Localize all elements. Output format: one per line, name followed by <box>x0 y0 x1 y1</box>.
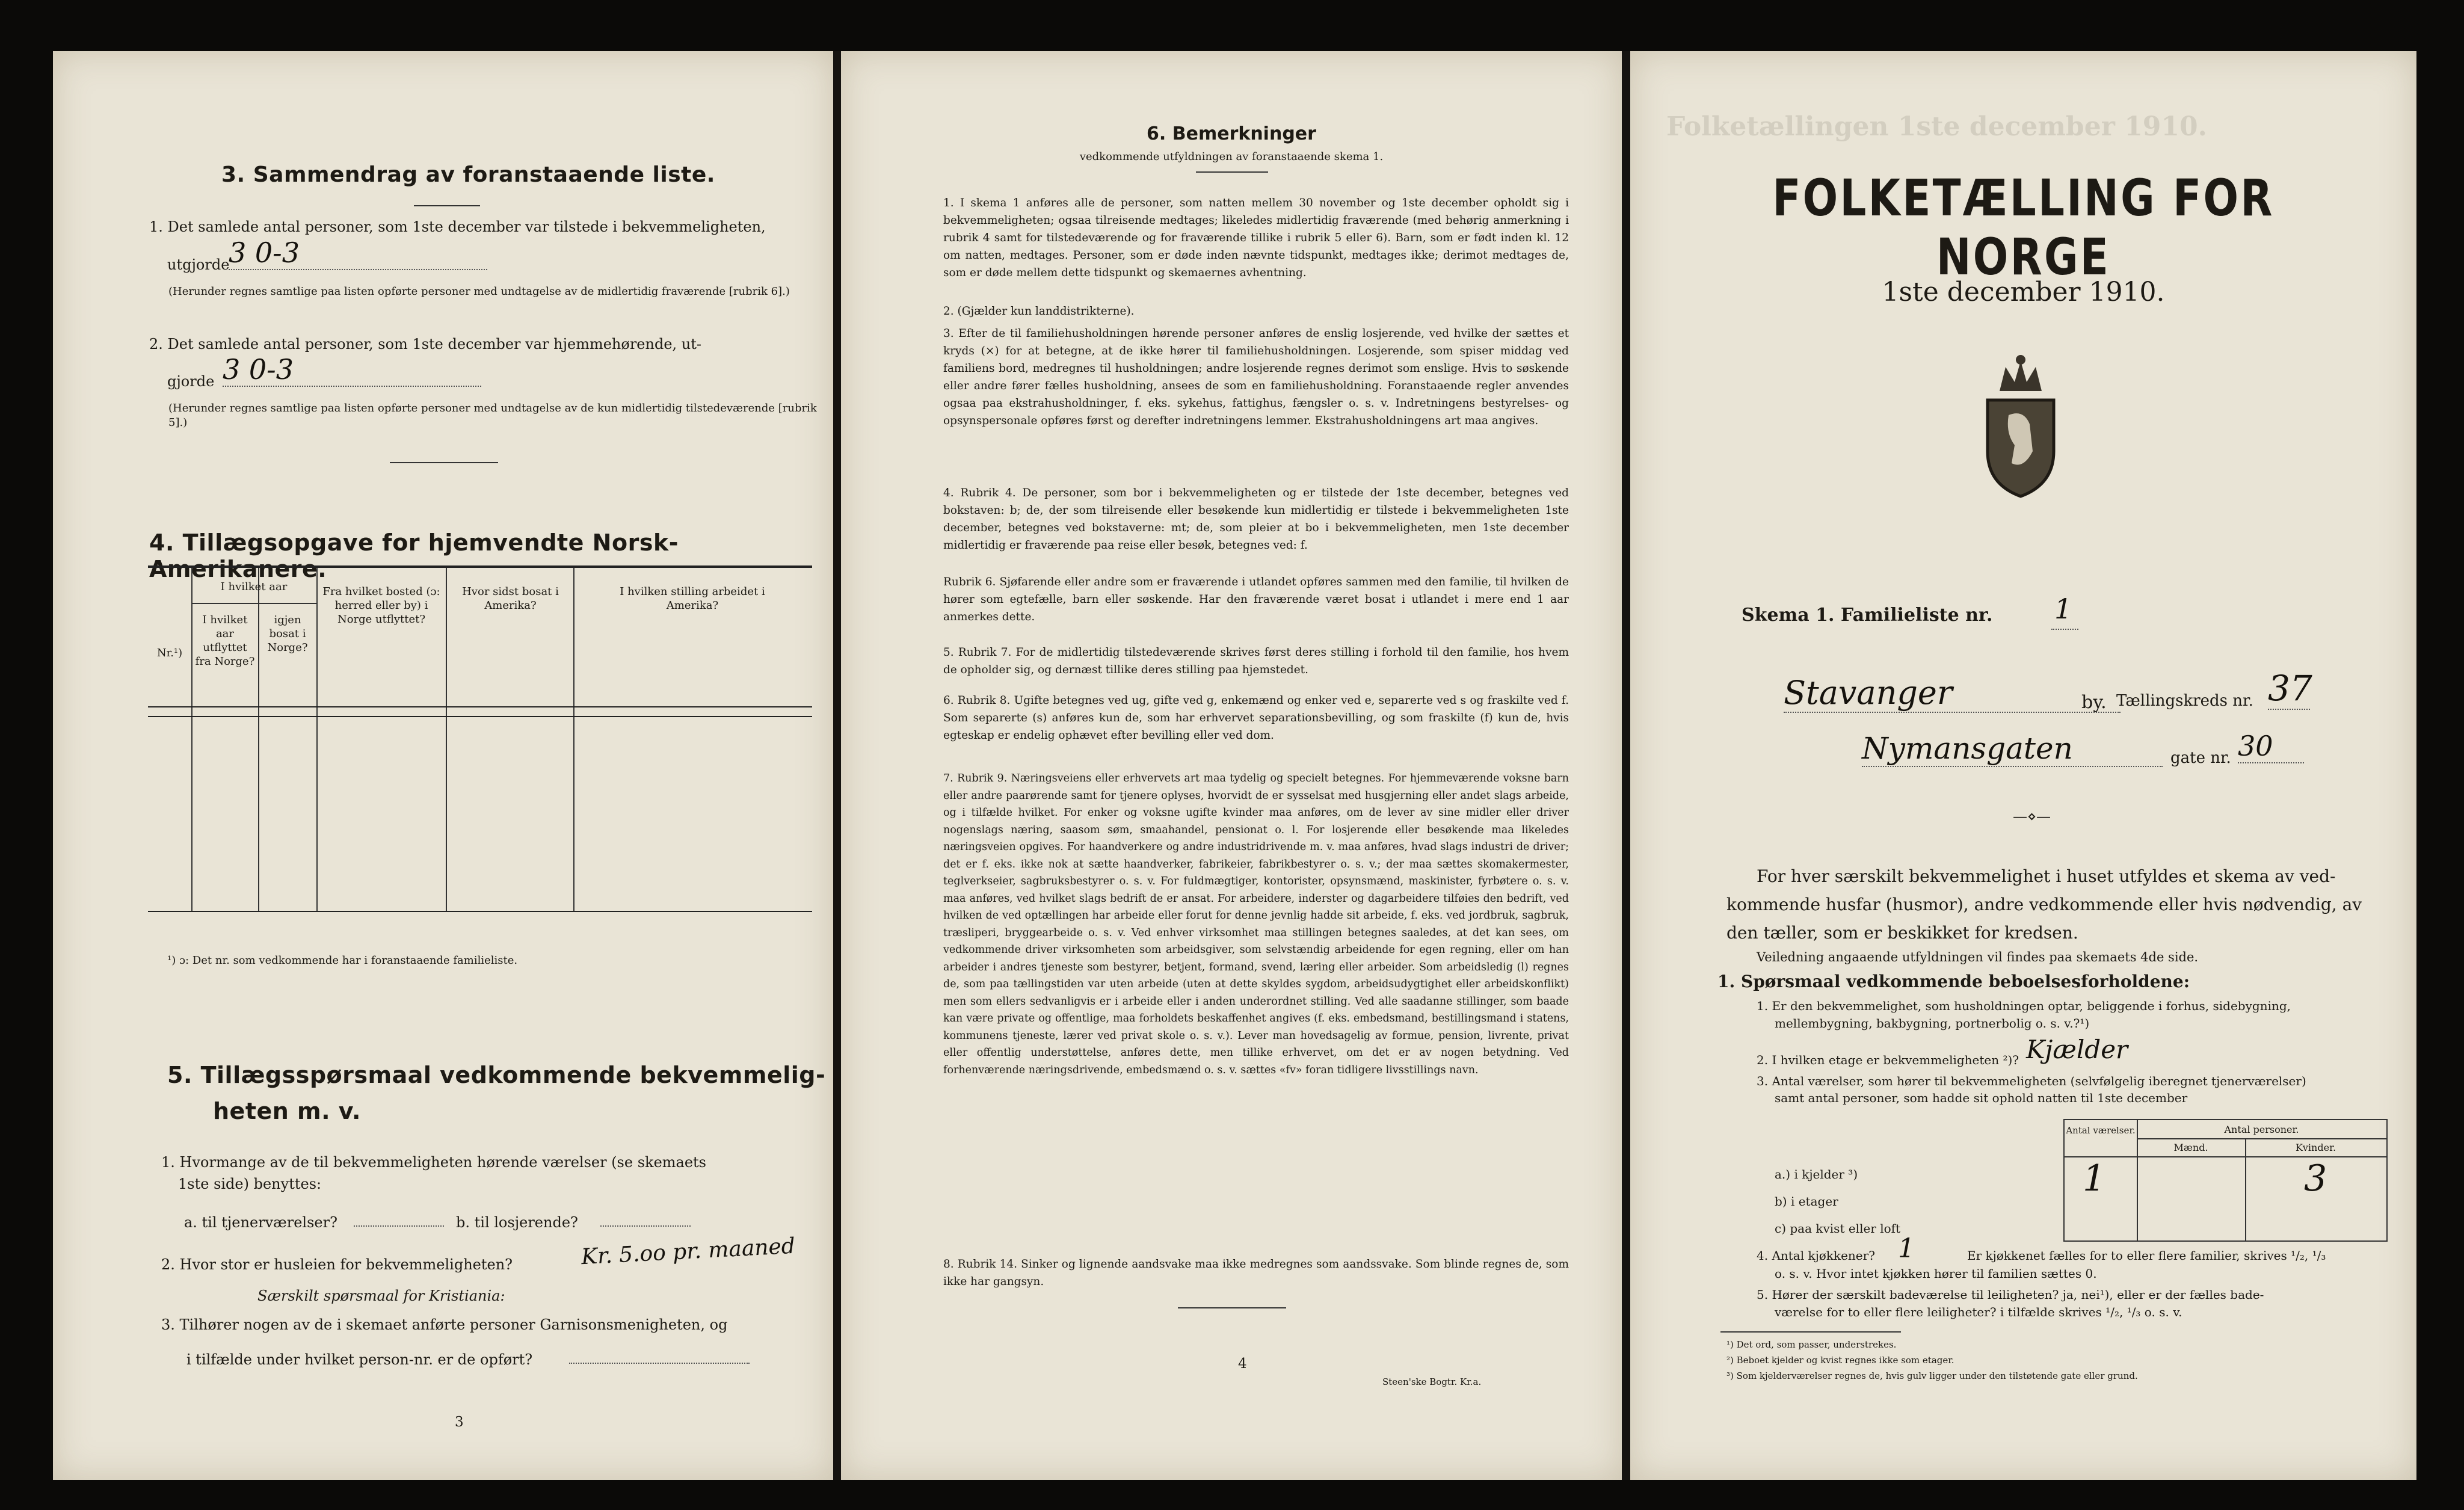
col-fra-bosted: Fra hvilket bosted (ɔ: herred eller by) i Norge utflyttet? <box>322 585 440 626</box>
col-men: Mænd. <box>2173 1142 2208 1153</box>
s5-q1b-field[interactable] <box>600 1225 691 1227</box>
q4-text3: o. s. v. Hvor intet kjøkken hører til familien sættes 0. <box>1775 1266 2097 1281</box>
s3-q1-label: utgjorde <box>167 256 230 273</box>
s5-q1-text: 1. Hvormange av de til bekvemmeligheten hørende værelser (se skemaets <box>161 1154 706 1171</box>
gate-label: gate nr. <box>2170 749 2231 767</box>
intro-line1: For hver særskilt bekvemmelighet i huset utfyldes et skema av ved- <box>1757 866 2336 886</box>
census-date: 1ste december 1910. <box>1882 277 2165 307</box>
remark-2: 2. (Gjælder kun landdistrikterne). <box>943 305 1135 318</box>
row-kvist: c) paa kvist eller loft <box>1775 1221 1901 1236</box>
remark-4: 4. Rubrik 4. De personer, som bor i bekvemmeligheten og er tilstede der 1ste december, betegnes ved bokstaven: b; de, der som tilreisende eller besøkende kun midlertidig er tilstede i bekvemmeligheten 1ste december, betegnes ved bokstaverne: mt; de, som pleier at bo i bekvemmeligheten, men 1ste december midlertidig er fraværende paa reise eller besøk, betegnes ved: f. <box>943 487 1569 552</box>
familieliste-nr[interactable]: 1 <box>2054 593 2072 625</box>
q3-text2: samt antal personer, som hadde sit ophold natten til 1ste december <box>1775 1091 2188 1105</box>
form-page-4 <box>841 51 1622 1480</box>
form-page-3 <box>53 51 833 1480</box>
street-field[interactable]: Nymansgaten <box>1862 731 2163 767</box>
s3-q1-value[interactable]: 3 0-3 <box>229 236 487 270</box>
s3-q2-text: 2. Det samlede antal personer, som 1ste december var hjemmehørende, ut- <box>149 336 701 353</box>
coat-of-arms-icon <box>1976 349 2066 499</box>
s3-q2-note: (Herunder regnes samtlige paa listen opførte personer med undtagelse av de kun midlertidig tilstedeværende [rubrik 5].) <box>168 402 817 429</box>
ornament-divider: —⋄— <box>2013 808 2051 825</box>
row-kjelder: a.) i kjelder ³) <box>1775 1167 1858 1182</box>
col-women: Kvinder. <box>2295 1142 2336 1153</box>
s3-q1-text: 1. Det samlede antal personer, som 1ste december var tilstede i bekvemmeligheten, <box>149 218 766 235</box>
col-nr: Nr.¹) <box>156 647 183 659</box>
page-number: 3 <box>455 1414 464 1430</box>
section-4-title: 4. Tillægsopgave for hjemvendte Norsk-Amerikanere. <box>149 529 679 582</box>
divider <box>390 462 498 463</box>
gate-nr-field[interactable]: 30 <box>2238 730 2304 763</box>
q4-text: 4. Antal kjøkkener? <box>1757 1248 1875 1263</box>
remark-rubrik-6: Rubrik 6. Sjøfarende eller andre som er fraværende i utlandet opføres sammen med den familie, til hvilken de hører som egtefælle, barn eller søskende. Har den fraværende været bosat i utlandet i mere end 1 aar anmerkes dette. <box>943 576 1569 623</box>
col-igjen-bosat: igjen bosat i Norge? <box>267 614 308 654</box>
footnote-1: ¹) Det ord, som passer, understrekes. <box>1726 1339 1897 1350</box>
remark-6: 6. Rubrik 8. Ugifte betegnes ved ug, gifte ved g, enkemænd og enker ved e, separerte ved s og fraskilte ved f. Som separerte (s) anføres kun de, som har erhvervet separationsbevilling, og som fraskilte (f) kun de, hvis egteskap er endelig ophævet efter bevilling eller ved dom. <box>943 694 1569 742</box>
s5-q3-field[interactable] <box>569 1363 750 1364</box>
col-persons: Antal personer. <box>2224 1124 2299 1135</box>
page-gutter <box>833 51 842 1480</box>
district-label: Tællingskreds nr. <box>2116 692 2253 710</box>
s3-q2-label: gjorde <box>167 373 215 390</box>
printer-mark: Steen'ske Bogtr. Kr.a. <box>1382 1376 1482 1387</box>
q4-value[interactable]: 1 <box>1898 1233 1915 1264</box>
form-page-1-cover <box>1630 51 2416 1480</box>
intro-line4: Veiledning angaaende utfyldningen vil findes paa skemaets 4de side. <box>1757 950 2199 964</box>
s5-q1a-label: a. til tjenerværelser? <box>184 1214 337 1231</box>
section-5-title-line2: heten m. v. <box>213 1098 361 1124</box>
s5-q2-value[interactable]: Kr. 5.oo pr. maaned <box>581 1233 796 1270</box>
remark-1: 1. I skema 1 anføres alle de personer, som natten mellem 30 november og 1ste december opholdt sig i bekvemmeligheten; ogsaa tilreisende medtages; likeledes midlertidig fraværende (med behørig anmerkning i rubrik 4 samt for tilstedeværende og for fraværende tillike i rubrik 5 eller 6). Barn, som er født inden kl. 12 om natten, medtages. Personer, som er døde inden nævnte tidspunkt, medtages ikke; derimot medtages de, som er døde mellem dette tidspunkt og skemaernes avhentning. <box>943 197 1569 279</box>
page-number: 4 <box>1238 1356 1247 1372</box>
remarks-title: 6. Bemerkninger <box>1147 123 1316 144</box>
s5-q1a-field[interactable] <box>354 1225 444 1227</box>
s4-footnote: ¹) ɔ: Det nr. som vedkommende har i foranstaaende familieliste. <box>167 954 518 967</box>
remark-3: 3. Efter de til familiehusholdningen hørende personer anføres de enslig losjerende, ved hvilke der sættes et kryds (×) for at betegne, at de ikke hører til familiehusholdningen. Losjerende, som spiser middag ved familiens bord, medregnes til husholdningen; andre losjerende regnes derimot som enslige. Hvis to søskende eller andre fører fælles husholdning, ansees de som en familiehusholdning. Foranstaaende regler anvendes ogsaa paa ekstrahusholdninger, f. eks. sykehus, fattighus, fængsler o. s. v. Indretningens bestyrelses- og opsynspersonale opføres først og derefter indretningens lemmer. Ekstrahusholdningens art maa angives. <box>943 327 1569 427</box>
main-title: FOLKETÆLLING FOR NORGE <box>1772 168 2275 286</box>
col-group-aar: I hvilket aar <box>220 581 288 593</box>
bleed-through-watermark: Folketællingen 1ste december 1910. <box>1666 111 2207 142</box>
s5-special-heading: Særskilt spørsmaal for Kristiania: <box>257 1287 505 1304</box>
q2-text: 2. I hvilken etage er bekvemmeligheten ²)? <box>1757 1053 2019 1067</box>
page-gutter <box>1622 51 1630 1480</box>
district-field[interactable]: 37 <box>2268 668 2312 709</box>
s5-q3-text: 3. Tilhører nogen av de i skemaet anførte personer Garnisonsmenigheten, og <box>161 1316 728 1333</box>
city-field[interactable]: Stavanger <box>1784 674 2121 713</box>
col-sidst-bosat: Hvor sidst bosat i Amerika? <box>462 585 559 612</box>
rooms-persons-table <box>2063 1119 2388 1242</box>
row-etager: b) i etager <box>1775 1194 1838 1209</box>
s3-q1-note: (Herunder regnes samtlige paa listen opførte personer med undtagelse av de midlertidig fraværende [rubrik 6].) <box>168 285 790 298</box>
city-label: by. <box>2081 692 2107 713</box>
footnote-3: ³) Som kjelderværelser regnes de, hvis gulv ligger under den tilstøtende gate eller grund. <box>1726 1370 2138 1381</box>
remark-7: 7. Rubrik 9. Næringsveiens eller erhvervets art maa tydelig og specielt betegnes. For hjemmeværende voksne barn eller andre paarørende samt for tjenere oplyses, hvorvidt de er sysselsat med husgjerning eller andet slags arbeide, og i tilfælde hvilket. For enker og voksne ugifte kvinder maa anføres, om de lever av sine midler eller driver nogenslags næring, saasom søm, smaahandel, pensionat o. l. For losjerende eller besøkende maa likeledes næringsveien opgives. For haandverkere og andre industridrivende m. v. maa anføres, hvad slags industri de driver; det er f. eks. ikke nok at sætte haandverker, fabrikeier, fabrikbestyrer o. s. v.; der maa sættes skomakermester, teglverkseier, sagbruksbestyrer o. s. v. For fuldmægtiger, kontorister, opsynsmænd, maskinister, fyrbøtere o. s. v. maa anføres, ved hvilket slags bedrift de er ansat. For arbeidere, inderster og dagarbeidere tilføies den bedrift, ved hvilken de ved optællingen har arbeide eller forut for denne jevnlig hadde sit arbeide, f. eks. ved jordbruk, sagbruk, træsliperi, bryggearbeide o. s. v. Ved enhver virksomhet maa stillingen betegnes saaledes, at det kan sees, om vedkommende driver virksomheten som arbeidsgiver, som selvstændig arbeidende for egen regning, eller om han arbeider i andres tjeneste som bestyrer, betjent, formand, svend, læring eller arbeider. Som arbeidsledig (l) regnes de, som paa tællingstiden var uten arbeide (uten at dette skyldes sygdom, arbeidsudygtighet eller arbeidskonflikt) men som ellers sedvanligvis er i arbeide eller i anden underordnet stilling. Ved alle saadanne stillinger, som baade kan være private og offentlige, maa forholdets beskaffenhet angives (f. eks. embedsmand, bestillingsmand i statens, kommunens tjeneste, lærer ved privat skole o. s. v.). Lever man hovedsagelig av formue, pension, livrente, privat eller offentlig understøttelse, anføres dette, men tillike erhvervet, om det er av nogen betydning. Ved forhenværende næringsdrivende, embedsmænd o. s. v. sættes «fv» foran tidligere livsstillings navn. <box>943 772 1569 1076</box>
s5-q3-text2: i tilfælde under hvilket person-nr. er de opført? <box>186 1351 533 1368</box>
q5-text2: værelse for to eller flere leiligheter? i tilfælde skrives ¹/₂, ¹/₃ o. s. v. <box>1775 1305 2182 1319</box>
q1-text2: mellembygning, bakbygning, portnerbolig o. s. v.?¹) <box>1775 1016 2090 1031</box>
cell-kjelder-rooms[interactable]: 1 <box>2083 1157 2106 1200</box>
footnote-2: ²) Beboet kjelder og kvist regnes ikke som etager. <box>1726 1355 1954 1366</box>
intro-line2: kommende husfar (husmor), andre vedkommende eller hvis nødvendig, av <box>1726 895 2362 914</box>
col-utflyttet: I hvilket aar utflyttet fra Norge? <box>195 614 255 668</box>
remark-5: 5. Rubrik 7. For de midlertidig tilstedeværende skrives først deres stilling i forhold til den familie, hos hvem de opholder sig, og dernæst tillike deres stilling paa hjemstedet. <box>943 646 1569 676</box>
divider <box>414 205 480 206</box>
intro-line3: den tæller, som er beskikket for kredsen. <box>1726 923 2078 943</box>
cell-kjelder-women[interactable]: 3 <box>2304 1157 2327 1200</box>
q1-text: 1. Er den bekvemmelighet, som husholdningen optar, beliggende i forhus, sidebygning, <box>1757 999 2291 1013</box>
norsk-amerikanere-table <box>148 565 812 912</box>
remark-8: 8. Rubrik 14. Sinker og lignende aandsvake maa ikke medregnes som aandssvake. Som blinde regnes de, som ikke har gangsyn. <box>943 1258 1569 1288</box>
section-3-title: 3. Sammendrag av foranstaaende liste. <box>221 162 715 187</box>
q3-text: 3. Antal værelser, som hører til bekvemmeligheten (selvfølgelig iberegnet tjenerværelser) <box>1757 1074 2306 1088</box>
q2-value[interactable]: Kjælder <box>2026 1035 2128 1064</box>
remarks-subtitle: vedkommende utfyldningen av foranstaaende skema 1. <box>1079 150 1384 163</box>
col-stilling: I hvilken stilling arbeidet i Amerika? <box>620 585 765 612</box>
q5-text: 5. Hører der særskilt badeværelse til leiligheten? ja, nei¹), eller er der fælles bade- <box>1757 1287 2264 1302</box>
questions-heading: 1. Spørsmaal vedkommende beboelsesforholdene: <box>1717 972 2190 991</box>
s5-q2-text: 2. Hvor stor er husleien for bekvemmeligheten? <box>161 1256 513 1273</box>
s5-q1-text2: 1ste side) benyttes: <box>178 1176 322 1192</box>
section-5-title-line1: 5. Tillægsspørsmaal vedkommende bekvemmelig- <box>167 1062 826 1088</box>
q4-text2: Er kjøkkenet fælles for to eller flere familier, skrives ¹/₂, ¹/₃ <box>1967 1248 2326 1263</box>
schema-label: Skema 1. Familieliste nr. <box>1742 605 1993 626</box>
s5-q1b-label: b. til losjerende? <box>456 1214 578 1231</box>
s3-q2-value[interactable]: 3 0-3 <box>223 353 481 387</box>
col-rooms: Antal værelser. <box>2066 1125 2136 1136</box>
